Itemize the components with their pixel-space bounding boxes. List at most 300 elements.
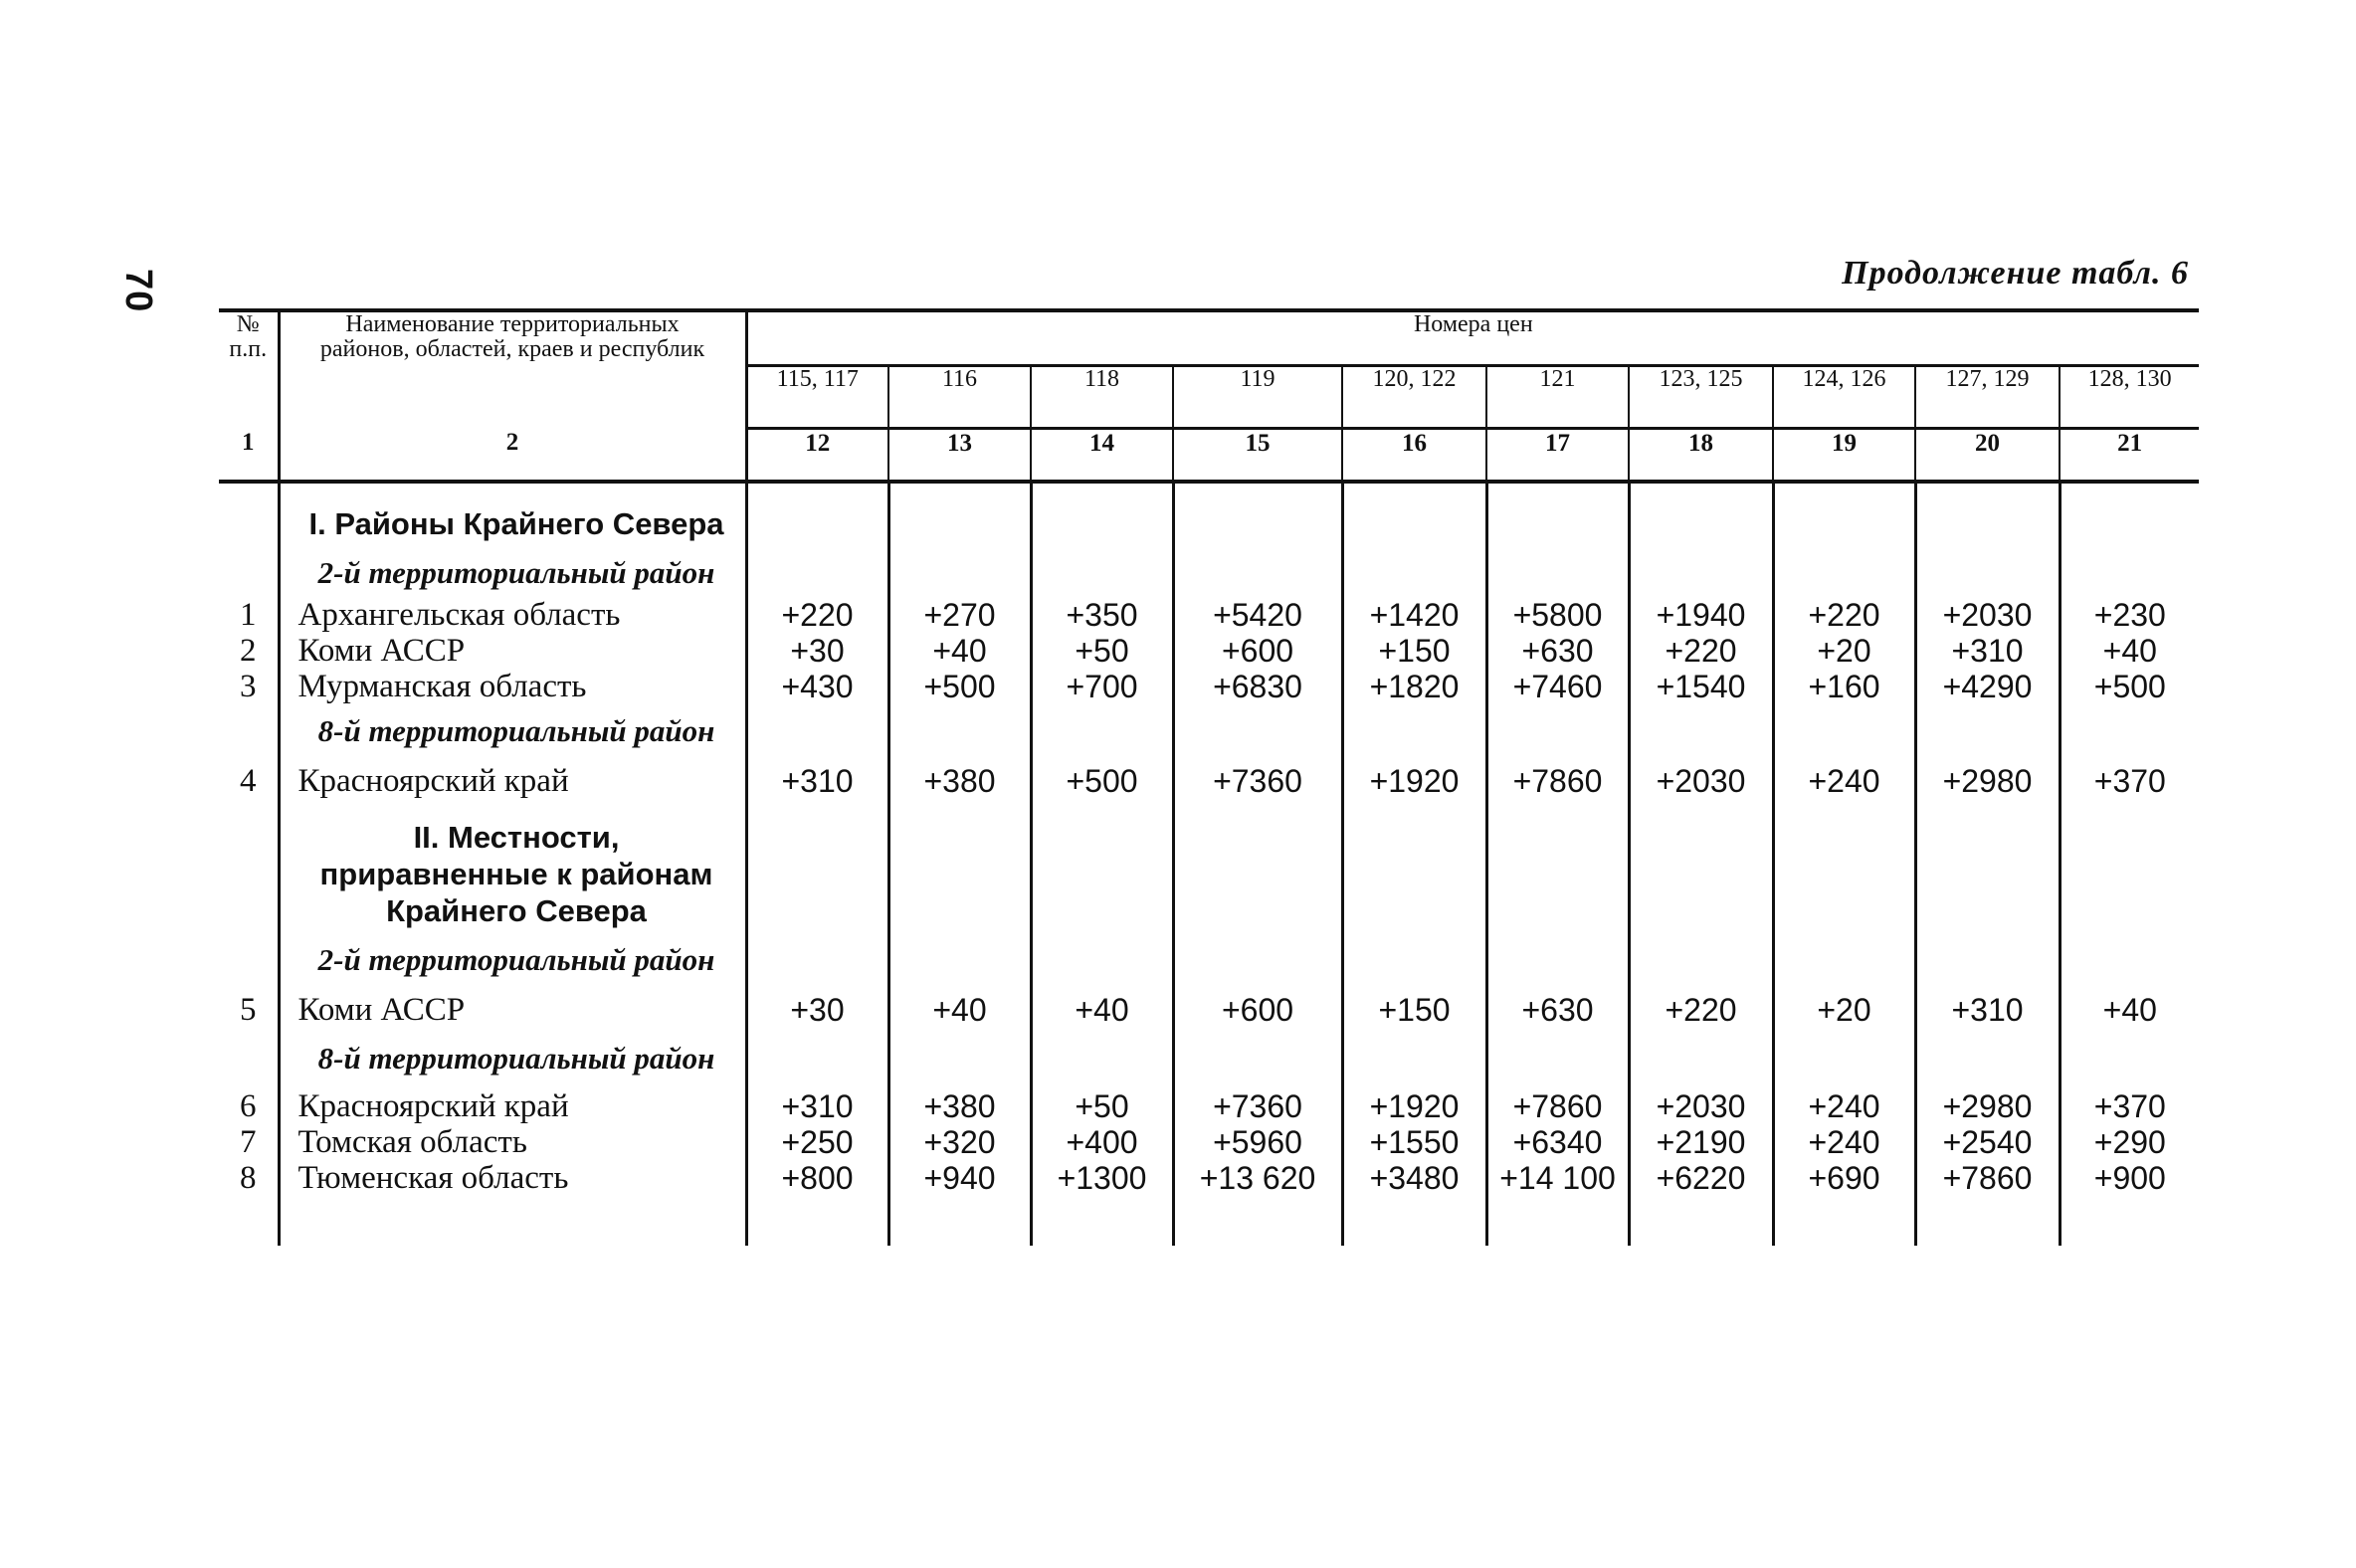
- empty-cell: [1342, 978, 1486, 992]
- price-value: +1920: [1342, 763, 1486, 799]
- price-value: +6830: [1173, 669, 1342, 704]
- column-index: 12: [746, 429, 888, 483]
- empty-cell: [888, 712, 1031, 749]
- empty-cell: [1915, 819, 2060, 929]
- price-value: +7460: [1486, 669, 1629, 704]
- empty-cell: [1773, 819, 1915, 929]
- column-index: 2: [279, 429, 746, 483]
- empty-cell: [1173, 819, 1342, 929]
- empty-cell: [1486, 1040, 1629, 1077]
- price-value: +1550: [1342, 1124, 1486, 1160]
- price-value: +5960: [1173, 1124, 1342, 1160]
- price-value: +320: [888, 1124, 1031, 1160]
- empty-cell: [746, 712, 888, 749]
- empty-cell: [2060, 978, 2199, 992]
- price-value: +240: [1773, 1088, 1915, 1124]
- price-column-header: 118: [1031, 366, 1173, 429]
- empty-cell: [219, 1077, 279, 1088]
- empty-cell: [219, 929, 279, 941]
- empty-cell: [1173, 799, 1342, 819]
- column-index: 19: [1773, 429, 1915, 483]
- price-table: [219, 308, 2199, 1246]
- empty-cell: [279, 704, 746, 712]
- empty-cell: [1486, 1028, 1629, 1040]
- empty-cell: [219, 554, 279, 591]
- section-subtitle-cell: [279, 554, 746, 591]
- empty-cell: [2060, 749, 2199, 763]
- empty-cell: [1342, 554, 1486, 591]
- empty-cell: [1915, 799, 2060, 819]
- empty-cell: [1486, 1077, 1629, 1088]
- table-row: [219, 597, 2199, 633]
- section-subtitle: 2-й территориальный район: [317, 942, 715, 977]
- empty-cell: [1629, 554, 1773, 591]
- empty-cell: [1486, 542, 1629, 554]
- section-subtitle: 8-й территориальный район: [317, 713, 715, 748]
- price-value: +13 620: [1173, 1160, 1342, 1196]
- empty-cell: [1629, 542, 1773, 554]
- section-subtitle-cell: [279, 712, 746, 749]
- price-value: +30: [746, 633, 888, 669]
- empty-cell: [1915, 1196, 2060, 1246]
- empty-cell: [1773, 1040, 1915, 1077]
- section-subtitle: 8-й территориальный район: [317, 1041, 715, 1076]
- price-value: +600: [1173, 633, 1342, 669]
- price-value: +310: [746, 1088, 888, 1124]
- price-value: +3480: [1342, 1160, 1486, 1196]
- column-index: 21: [2060, 429, 2199, 483]
- price-value: +50: [1031, 1088, 1173, 1124]
- empty-cell: [888, 749, 1031, 763]
- price-value: +240: [1773, 763, 1915, 799]
- empty-cell: [1915, 505, 2060, 542]
- section-title: I. Районы Крайнего Севера: [308, 506, 724, 541]
- empty-cell: [1031, 978, 1173, 992]
- empty-cell: [888, 941, 1031, 978]
- column-index: 16: [1342, 429, 1486, 483]
- empty-cell: [1915, 978, 2060, 992]
- empty-cell: [888, 799, 1031, 819]
- empty-cell: [1915, 704, 2060, 712]
- table-row: [219, 992, 2199, 1028]
- empty-cell: [2060, 712, 2199, 749]
- empty-cell: [1486, 799, 1629, 819]
- region-name: Мурманская область: [279, 669, 746, 704]
- price-value: +220: [746, 597, 888, 633]
- empty-cell: [1915, 1028, 2060, 1040]
- empty-cell: [1173, 542, 1342, 554]
- empty-cell: [1031, 554, 1173, 591]
- empty-cell: [746, 482, 888, 505]
- empty-cell: [1629, 1077, 1773, 1088]
- price-value: +7360: [1173, 1088, 1342, 1124]
- empty-cell: [1629, 482, 1773, 505]
- row-number: 2: [219, 633, 279, 669]
- empty-cell: [888, 929, 1031, 941]
- prices-group-header: Номера цен: [746, 310, 2199, 366]
- empty-cell: [2060, 929, 2199, 941]
- price-value: +310: [1915, 633, 2060, 669]
- section-subtitle: 2-й территориальный район: [317, 555, 715, 590]
- price-value: +700: [1031, 669, 1173, 704]
- empty-cell: [746, 554, 888, 591]
- empty-cell: [1773, 505, 1915, 542]
- empty-cell: [219, 799, 279, 819]
- empty-cell: [1031, 749, 1173, 763]
- empty-cell: [279, 749, 746, 763]
- empty-cell: [746, 1196, 888, 1246]
- empty-cell: [219, 941, 279, 978]
- price-value: +230: [2093, 597, 2166, 633]
- empty-cell: [888, 978, 1031, 992]
- price-value: +1920: [1342, 1088, 1486, 1124]
- empty-cell: [746, 978, 888, 992]
- empty-cell: [1173, 482, 1342, 505]
- empty-cell: [219, 1028, 279, 1040]
- empty-cell: [1773, 1077, 1915, 1088]
- table-row: [219, 669, 2199, 704]
- price-value: +1820: [1342, 669, 1486, 704]
- region-name: Красноярский край: [279, 1088, 746, 1124]
- empty-cell: [1342, 712, 1486, 749]
- row-number: 4: [219, 763, 279, 799]
- price-value: +6340: [1486, 1124, 1629, 1160]
- empty-cell: [746, 929, 888, 941]
- price-value: +370: [2093, 763, 2166, 799]
- empty-cell: [1486, 819, 1629, 929]
- table-row: [219, 763, 2199, 799]
- empty-cell: [1773, 1196, 1915, 1246]
- empty-cell: [1486, 704, 1629, 712]
- region-name: Архангельская область: [279, 597, 746, 633]
- empty-cell: [1629, 1196, 1773, 1246]
- row-number: 5: [219, 992, 279, 1028]
- price-value: +400: [1031, 1124, 1173, 1160]
- price-value: +380: [888, 1088, 1031, 1124]
- price-value: +2030: [1629, 1088, 1773, 1124]
- price-value: +7860: [1486, 763, 1629, 799]
- empty-cell: [746, 505, 888, 542]
- empty-cell: [1486, 1196, 1629, 1246]
- empty-cell: [2060, 1077, 2199, 1088]
- price-value: +630: [1486, 992, 1629, 1028]
- price-value: +310: [1915, 992, 2060, 1028]
- price-value: +290: [2093, 1124, 2166, 1160]
- empty-cell: [1173, 978, 1342, 992]
- column-index: 20: [1915, 429, 2060, 483]
- price-column-header: 119: [1173, 366, 1342, 429]
- empty-cell: [279, 482, 746, 505]
- empty-cell: [219, 978, 279, 992]
- empty-cell: [2060, 1040, 2199, 1077]
- empty-cell: [1915, 1040, 2060, 1077]
- empty-cell: [1173, 749, 1342, 763]
- price-value: +380: [888, 763, 1031, 799]
- column-index: 18: [1629, 429, 1773, 483]
- empty-cell: [1342, 799, 1486, 819]
- empty-cell: [219, 819, 279, 929]
- empty-cell: [746, 1040, 888, 1077]
- empty-cell: [1173, 1028, 1342, 1040]
- empty-cell: [888, 542, 1031, 554]
- price-value: +2030: [1915, 597, 2060, 633]
- column-index: 13: [888, 429, 1031, 483]
- empty-cell: [888, 819, 1031, 929]
- empty-cell: [2060, 819, 2199, 929]
- price-value: +500: [888, 669, 1031, 704]
- column-index: 15: [1173, 429, 1342, 483]
- empty-cell: [2060, 542, 2199, 554]
- empty-cell: [279, 1028, 746, 1040]
- empty-cell: [1629, 704, 1773, 712]
- empty-cell: [888, 1196, 1031, 1246]
- price-value: +30: [746, 992, 888, 1028]
- empty-cell: [1915, 542, 2060, 554]
- empty-cell: [888, 505, 1031, 542]
- region-name: Коми АССР: [279, 633, 746, 669]
- row-number: 1: [219, 597, 279, 633]
- table-continuation-label: Продолжение табл. 6: [1842, 255, 2189, 292]
- empty-cell: [1342, 819, 1486, 929]
- empty-cell: [746, 704, 888, 712]
- table-body: [219, 482, 2199, 1246]
- price-value: +2980: [1915, 1088, 2060, 1124]
- price-value: +800: [746, 1160, 888, 1196]
- price-value: +1540: [1629, 669, 1773, 704]
- empty-cell: [2060, 505, 2199, 542]
- empty-cell: [1773, 712, 1915, 749]
- price-value: +500: [2093, 669, 2166, 704]
- empty-cell: [1173, 505, 1342, 542]
- empty-cell: [1915, 712, 2060, 749]
- empty-cell: [1773, 542, 1915, 554]
- empty-cell: [1773, 554, 1915, 591]
- column-index: 1: [219, 429, 279, 483]
- empty-cell: [746, 542, 888, 554]
- empty-cell: [1031, 712, 1173, 749]
- empty-cell: [746, 941, 888, 978]
- price-value: +690: [1773, 1160, 1915, 1196]
- price-value: +50: [1031, 633, 1173, 669]
- price-value: +2540: [1915, 1124, 2060, 1160]
- empty-cell: [1486, 749, 1629, 763]
- price-value: +150: [1342, 633, 1486, 669]
- price-value: +900: [2093, 1160, 2166, 1196]
- empty-cell: [1773, 941, 1915, 978]
- price-value: +160: [1773, 669, 1915, 704]
- empty-cell: [746, 749, 888, 763]
- price-value: +20: [1773, 633, 1915, 669]
- empty-cell: [1173, 1040, 1342, 1077]
- price-value: +220: [1773, 597, 1915, 633]
- table-row: [219, 1124, 2199, 1160]
- empty-cell: [746, 1028, 888, 1040]
- empty-cell: [1342, 542, 1486, 554]
- empty-cell: [1915, 941, 2060, 978]
- empty-cell: [219, 1040, 279, 1077]
- empty-cell: [219, 1196, 279, 1246]
- empty-cell: [1173, 1196, 1342, 1246]
- empty-cell: [1629, 929, 1773, 941]
- section-title-cell: [279, 819, 746, 929]
- num-column-header: № п.п.: [219, 310, 279, 429]
- price-value: +7860: [1915, 1160, 2060, 1196]
- empty-cell: [1342, 1077, 1486, 1088]
- region-name: Красноярский край: [279, 763, 746, 799]
- empty-cell: [1773, 799, 1915, 819]
- empty-cell: [746, 819, 888, 929]
- empty-cell: [1031, 929, 1173, 941]
- price-value: +310: [746, 763, 888, 799]
- empty-cell: [1173, 929, 1342, 941]
- empty-cell: [1173, 941, 1342, 978]
- empty-cell: [888, 482, 1031, 505]
- section-title: II. Местности, приравненные к районам Крайнего Севера: [319, 820, 713, 928]
- price-value: +7360: [1173, 763, 1342, 799]
- row-number: 6: [219, 1088, 279, 1124]
- empty-cell: [1031, 505, 1173, 542]
- price-value: +940: [888, 1160, 1031, 1196]
- empty-cell: [1773, 1028, 1915, 1040]
- empty-cell: [1342, 941, 1486, 978]
- row-number: 7: [219, 1124, 279, 1160]
- empty-cell: [1342, 1028, 1486, 1040]
- price-value: +40: [2102, 633, 2157, 669]
- name-column-header: Наименование территориальных районов, областей, краев и республик: [279, 310, 746, 429]
- empty-cell: [1031, 799, 1173, 819]
- empty-cell: [1031, 819, 1173, 929]
- empty-cell: [1342, 1040, 1486, 1077]
- empty-cell: [1342, 505, 1486, 542]
- section-subtitle-cell: [279, 941, 746, 978]
- price-value: +600: [1173, 992, 1342, 1028]
- empty-cell: [1031, 482, 1173, 505]
- empty-cell: [1629, 941, 1773, 978]
- price-value: +2030: [1629, 763, 1773, 799]
- price-value: +150: [1342, 992, 1486, 1028]
- price-value: +370: [2093, 1088, 2166, 1124]
- price-value: +2980: [1915, 763, 2060, 799]
- empty-cell: [1486, 978, 1629, 992]
- empty-cell: [279, 799, 746, 819]
- price-value: +40: [888, 992, 1031, 1028]
- price-column-header: 115, 117: [746, 366, 888, 429]
- empty-cell: [2060, 1196, 2199, 1246]
- empty-cell: [746, 799, 888, 819]
- empty-cell: [1342, 749, 1486, 763]
- empty-cell: [888, 1077, 1031, 1088]
- price-value: +350: [1031, 597, 1173, 633]
- price-value: +40: [2102, 992, 2157, 1028]
- empty-cell: [1629, 712, 1773, 749]
- section-title-cell: [279, 505, 746, 542]
- empty-cell: [1031, 542, 1173, 554]
- price-value: +500: [1031, 763, 1173, 799]
- empty-cell: [1031, 1028, 1173, 1040]
- empty-cell: [1915, 482, 2060, 505]
- empty-cell: [219, 482, 279, 505]
- price-column-header: 121: [1486, 366, 1629, 429]
- empty-cell: [1486, 554, 1629, 591]
- column-index: 14: [1031, 429, 1173, 483]
- section-subtitle-cell: [279, 1040, 746, 1077]
- empty-cell: [1031, 1077, 1173, 1088]
- region-name: Тюменская область: [279, 1160, 746, 1196]
- price-column-header: 128, 130: [2060, 366, 2199, 429]
- empty-cell: [1173, 554, 1342, 591]
- empty-cell: [888, 704, 1031, 712]
- empty-cell: [888, 1040, 1031, 1077]
- empty-cell: [1915, 1077, 2060, 1088]
- table-row: [219, 633, 2199, 669]
- empty-cell: [1342, 482, 1486, 505]
- price-value: +1940: [1629, 597, 1773, 633]
- empty-cell: [1173, 704, 1342, 712]
- empty-cell: [1173, 712, 1342, 749]
- empty-cell: [219, 542, 279, 554]
- empty-cell: [219, 505, 279, 542]
- price-value: +270: [888, 597, 1031, 633]
- price-value: +5800: [1486, 597, 1629, 633]
- empty-cell: [1629, 799, 1773, 819]
- empty-cell: [1629, 1040, 1773, 1077]
- empty-cell: [279, 929, 746, 941]
- price-column-header: 127, 129: [1915, 366, 2060, 429]
- price-value: +430: [746, 669, 888, 704]
- price-value: +40: [888, 633, 1031, 669]
- price-value: +220: [1629, 992, 1773, 1028]
- empty-cell: [2060, 704, 2199, 712]
- empty-cell: [1486, 941, 1629, 978]
- empty-cell: [219, 704, 279, 712]
- empty-cell: [1629, 978, 1773, 992]
- empty-cell: [1031, 941, 1173, 978]
- price-value: +240: [1773, 1124, 1915, 1160]
- empty-cell: [219, 712, 279, 749]
- empty-cell: [1773, 482, 1915, 505]
- empty-cell: [2060, 941, 2199, 978]
- price-value: +7860: [1486, 1088, 1629, 1124]
- region-name: Томская область: [279, 1124, 746, 1160]
- row-number: 3: [219, 669, 279, 704]
- page-number: 70: [117, 269, 159, 313]
- price-value: +630: [1486, 633, 1629, 669]
- price-value: +14 100: [1486, 1160, 1629, 1196]
- price-column-header: 124, 126: [1773, 366, 1915, 429]
- empty-cell: [1773, 978, 1915, 992]
- empty-cell: [219, 749, 279, 763]
- empty-cell: [1486, 505, 1629, 542]
- empty-cell: [1342, 929, 1486, 941]
- empty-cell: [1031, 704, 1173, 712]
- price-value: +5420: [1173, 597, 1342, 633]
- empty-cell: [746, 1077, 888, 1088]
- price-value: +40: [1031, 992, 1173, 1028]
- price-column-header: 120, 122: [1342, 366, 1486, 429]
- empty-cell: [279, 542, 746, 554]
- empty-cell: [888, 554, 1031, 591]
- region-name: Коми АССР: [279, 992, 746, 1028]
- empty-cell: [2060, 799, 2199, 819]
- empty-cell: [1629, 819, 1773, 929]
- empty-cell: [2060, 482, 2199, 505]
- empty-cell: [1629, 1028, 1773, 1040]
- price-value: +4290: [1915, 669, 2060, 704]
- empty-cell: [1773, 929, 1915, 941]
- empty-cell: [1486, 482, 1629, 505]
- empty-cell: [2060, 554, 2199, 591]
- empty-cell: [279, 978, 746, 992]
